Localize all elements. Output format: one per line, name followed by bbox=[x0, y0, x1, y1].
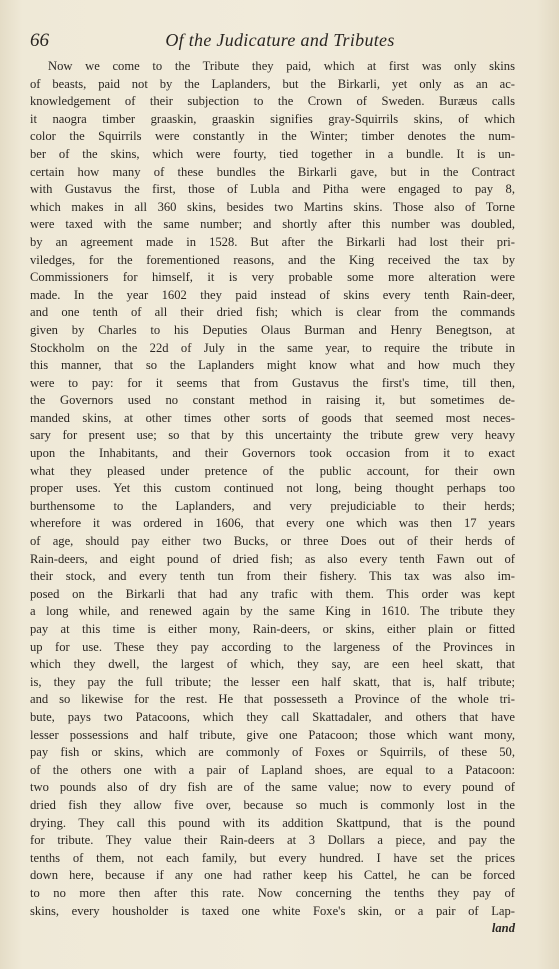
text-line: with Gustavus the first, those of Lubla and Pitha were engaged to pay 8, bbox=[30, 182, 515, 197]
text-line: tenths of them, not each family, but every hundred. I have set the prices bbox=[30, 850, 515, 865]
catchword: land bbox=[491, 921, 515, 936]
text-line: pay fish or skins, which are commonly of Foxes or Squirrils, of these 50, bbox=[30, 745, 515, 760]
text-line: of age, should pay either two Bucks, or three Does out of their herds of bbox=[30, 534, 515, 549]
text-line: which they dwell, the largest of which, they say, are een heel skatt, that bbox=[30, 657, 515, 672]
text-line: were taxed with the same number; and shortly after this number was doubled, bbox=[30, 217, 515, 232]
text-line: dried fish they allow five over, because so much is commonly lost in the bbox=[30, 797, 515, 812]
text-line: Now we come to the Tribute they paid, which at first was only skins bbox=[48, 59, 515, 73]
text-line: color the Squirrils were constantly in the Winter; timber denotes the num- bbox=[30, 129, 515, 144]
page-number: 66 bbox=[30, 30, 49, 51]
text-line: wherefore it was ordered in 1606, that every one which was then 17 years bbox=[30, 516, 515, 531]
text-line: which makes in all 360 skins, besides two Martins skins. Those also of Torne bbox=[30, 199, 515, 214]
text-line: this manner, that so the Laplanders might know what and how much they bbox=[30, 358, 515, 373]
text-line: it naogra timber graaskin, graaskin signifies gray-Squirrils skins, of which bbox=[30, 111, 515, 126]
text-line: of beasts, paid not by the Laplanders, but the Birkarli, yet only as an ac- bbox=[30, 76, 515, 91]
text-line: were to pay: for it seems that from Gustavus the first's time, till then, bbox=[30, 375, 515, 390]
text-line: Stockholm on the 22d of July in the same year, to require the tribute in bbox=[30, 340, 515, 355]
text-line: ber of the skins, which were fourty, tied together in a bundle. It is un- bbox=[30, 146, 515, 161]
text-line: Commissioners for himself, it is very probable some more alteration were bbox=[30, 270, 515, 285]
text-line: pay at this time is either mony, Rain-deers, or skins, either plain or fitted bbox=[30, 622, 515, 636]
text-line: by an agreement made in 1528. But after the Birkarli had lost their pri- bbox=[30, 234, 515, 249]
text-line: for tribute. They value their Rain-deers at 3 Dollars a piece, and pay the bbox=[30, 833, 515, 848]
text-line: and one tenth of all their dried fish; which is clear from the commands bbox=[30, 305, 515, 320]
text-line: and so likewise for the rest. He that possesseth a Province of the whole tri- bbox=[30, 692, 515, 707]
running-title: Of the Judicature and Tributes bbox=[165, 30, 395, 50]
text-line: upon the Inhabitants, and their Governors took occasion from it to exact bbox=[30, 446, 515, 461]
text-line: sary for present use; so that by this uncertainty the tribute grew very heavy bbox=[30, 428, 515, 443]
text-line: bute, pays two Patacoons, which they call Skattadaler, and others that have bbox=[30, 709, 515, 724]
text-line: burthensome to the Laplanders, and very prejudiciable to their herds; bbox=[30, 498, 515, 513]
text-line: drying. They call this pound with its addition Skattpund, that is the pound bbox=[30, 815, 515, 830]
text-line: what they pleased under pretence of the public account, for their own bbox=[30, 463, 515, 478]
text-line: lesser possessions and half tribute, give one Patacoon; those which want mony, bbox=[30, 727, 515, 742]
text-line: Rain-deers, and eight pound of dried fish; as also every tenth Fawn out of bbox=[30, 551, 515, 566]
text-line: down here, because if any one had rather keep his Cattel, he can be forced bbox=[30, 868, 515, 883]
text-line: made. In the year 1602 they paid instead of skins every tenth Rain-deer, bbox=[30, 287, 515, 302]
text-line: certain how many of these bundles the Birkarli gave, but in the Contract bbox=[30, 164, 515, 179]
text-line: proper uses. Yet this custom continued not long, being thought perhaps too bbox=[30, 481, 515, 496]
text-line: given by Charles to his Deputies Olaus Burman and Henry Benegtson, at bbox=[30, 322, 515, 337]
text-line: manded skins, at other times other sorts of goods that seemed most neces- bbox=[30, 410, 515, 425]
text-line: posed on the Birkarli that had any trafic with them. This order was kept bbox=[30, 586, 515, 601]
text-line: skins, every housholder is taxed one white Foxe's skin, or a pair of Lap- bbox=[30, 903, 515, 918]
text-line: knowledgement of their subjection to the Crown of Sweden. Buræus calls bbox=[30, 94, 515, 109]
text-line: is, they pay the full tribute; the lesser een half skatt, that is, half tribute; bbox=[30, 674, 515, 689]
text-line: two pounds also of dry fish are of the same value; now to every pound of bbox=[30, 780, 515, 795]
text-line: the Governors used no constant method in raising it, but sometimes de- bbox=[30, 393, 515, 408]
text-line: a long while, and renewed again by the same King in 1610. The tribute they bbox=[30, 604, 515, 619]
text-line: to no more then after this rate. Now concerning the tenths they pay of bbox=[30, 885, 515, 900]
text-line: viledges, for the forementioned reasons, and the King received the tax by bbox=[30, 252, 515, 267]
text-line: of the others one with a pair of Lapland shoes, are equal to a Patacoon: bbox=[30, 762, 515, 777]
page-header bbox=[30, 28, 530, 52]
body-text bbox=[30, 58, 515, 938]
text-line: their stock, and every tenth tun from their fishery. This tax was also im- bbox=[30, 569, 515, 584]
text-line: up for use. These they pay according to the largeness of the Provinces in bbox=[30, 639, 515, 654]
